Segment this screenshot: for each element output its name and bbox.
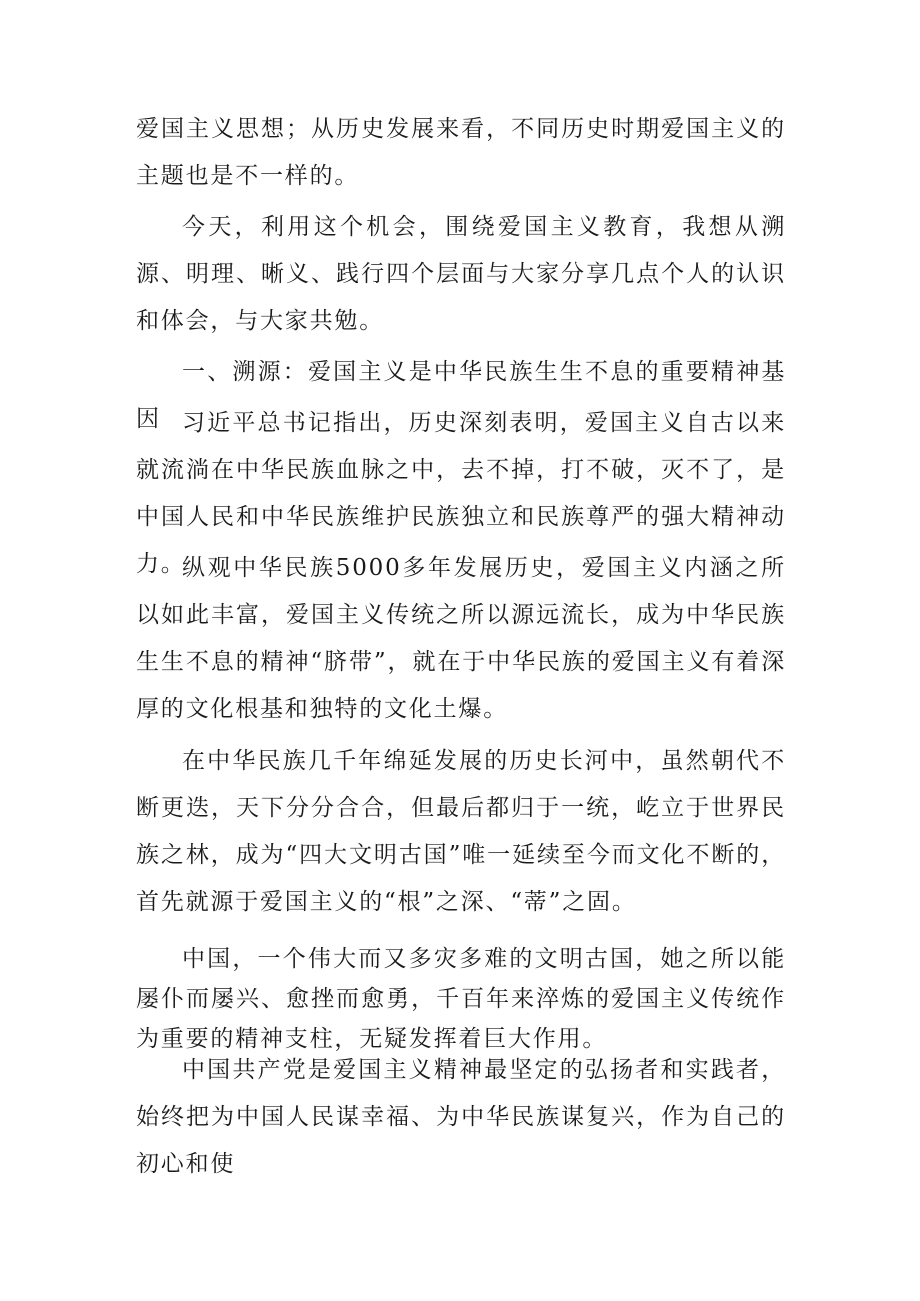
paragraph-dynasties: 在中华民族几千年绵延发展的历史长河中，虽然朝代不断更迭，天下分分合合，但最后都归于一统，屹立于世界民族之林，成为“四大文明古国”唯一延续至今而文化不断的，首先就源于爱国主义的“根”之深、“蒂”之固。	[136, 748, 786, 915]
section-heading-origin: 一、溯源：爱国主义是中华民族生生不息的重要精神基因	[136, 359, 786, 432]
paragraph-continuation: 爱国主义思想；从历史发展来看，不同历史时期爱国主义的主题也是不一样的。	[136, 116, 786, 189]
paragraph-intro: 今天，利用这个机会，围绕爱国主义教育，我想从溯源、明理、晰义、践行四个层面与大家分享几点个人的认识和体会，与大家共勉。	[136, 214, 786, 334]
paragraph-quote: 习近平总书记指出，历史深刻表明，爱国主义自古以来就流淌在中华民族血脉之中，去不掉，打不破，灭不了，是中国人民和中华民族维护民族独立和民族尊严的强大精神动力。	[136, 410, 786, 577]
paragraph-history: 纵观中华民族5000多年发展历史，爱国主义内涵之所以如此丰富，爱国主义传统之所以源远流长，成为中华民族生生不息的精神“脐带”，就在于中华民族的爱国主义有着深厚的文化根基和独特的文化土爆。	[136, 555, 786, 722]
paragraph-party: 中国共产党是爱国主义精神最坚定的弘扬者和实践者，始终把为中国人民谋幸福、为中华民族谋复兴，作为自己的初心和使	[136, 1057, 786, 1177]
paragraph-china: 中国，一个伟大而又多灾多难的文明古国，她之所以能屡仆而屡兴、愈挫而愈勇，千百年来淬炼的爱国主义传统作为重要的精神支柱，无疑发挥着巨大作用。	[136, 946, 786, 1052]
